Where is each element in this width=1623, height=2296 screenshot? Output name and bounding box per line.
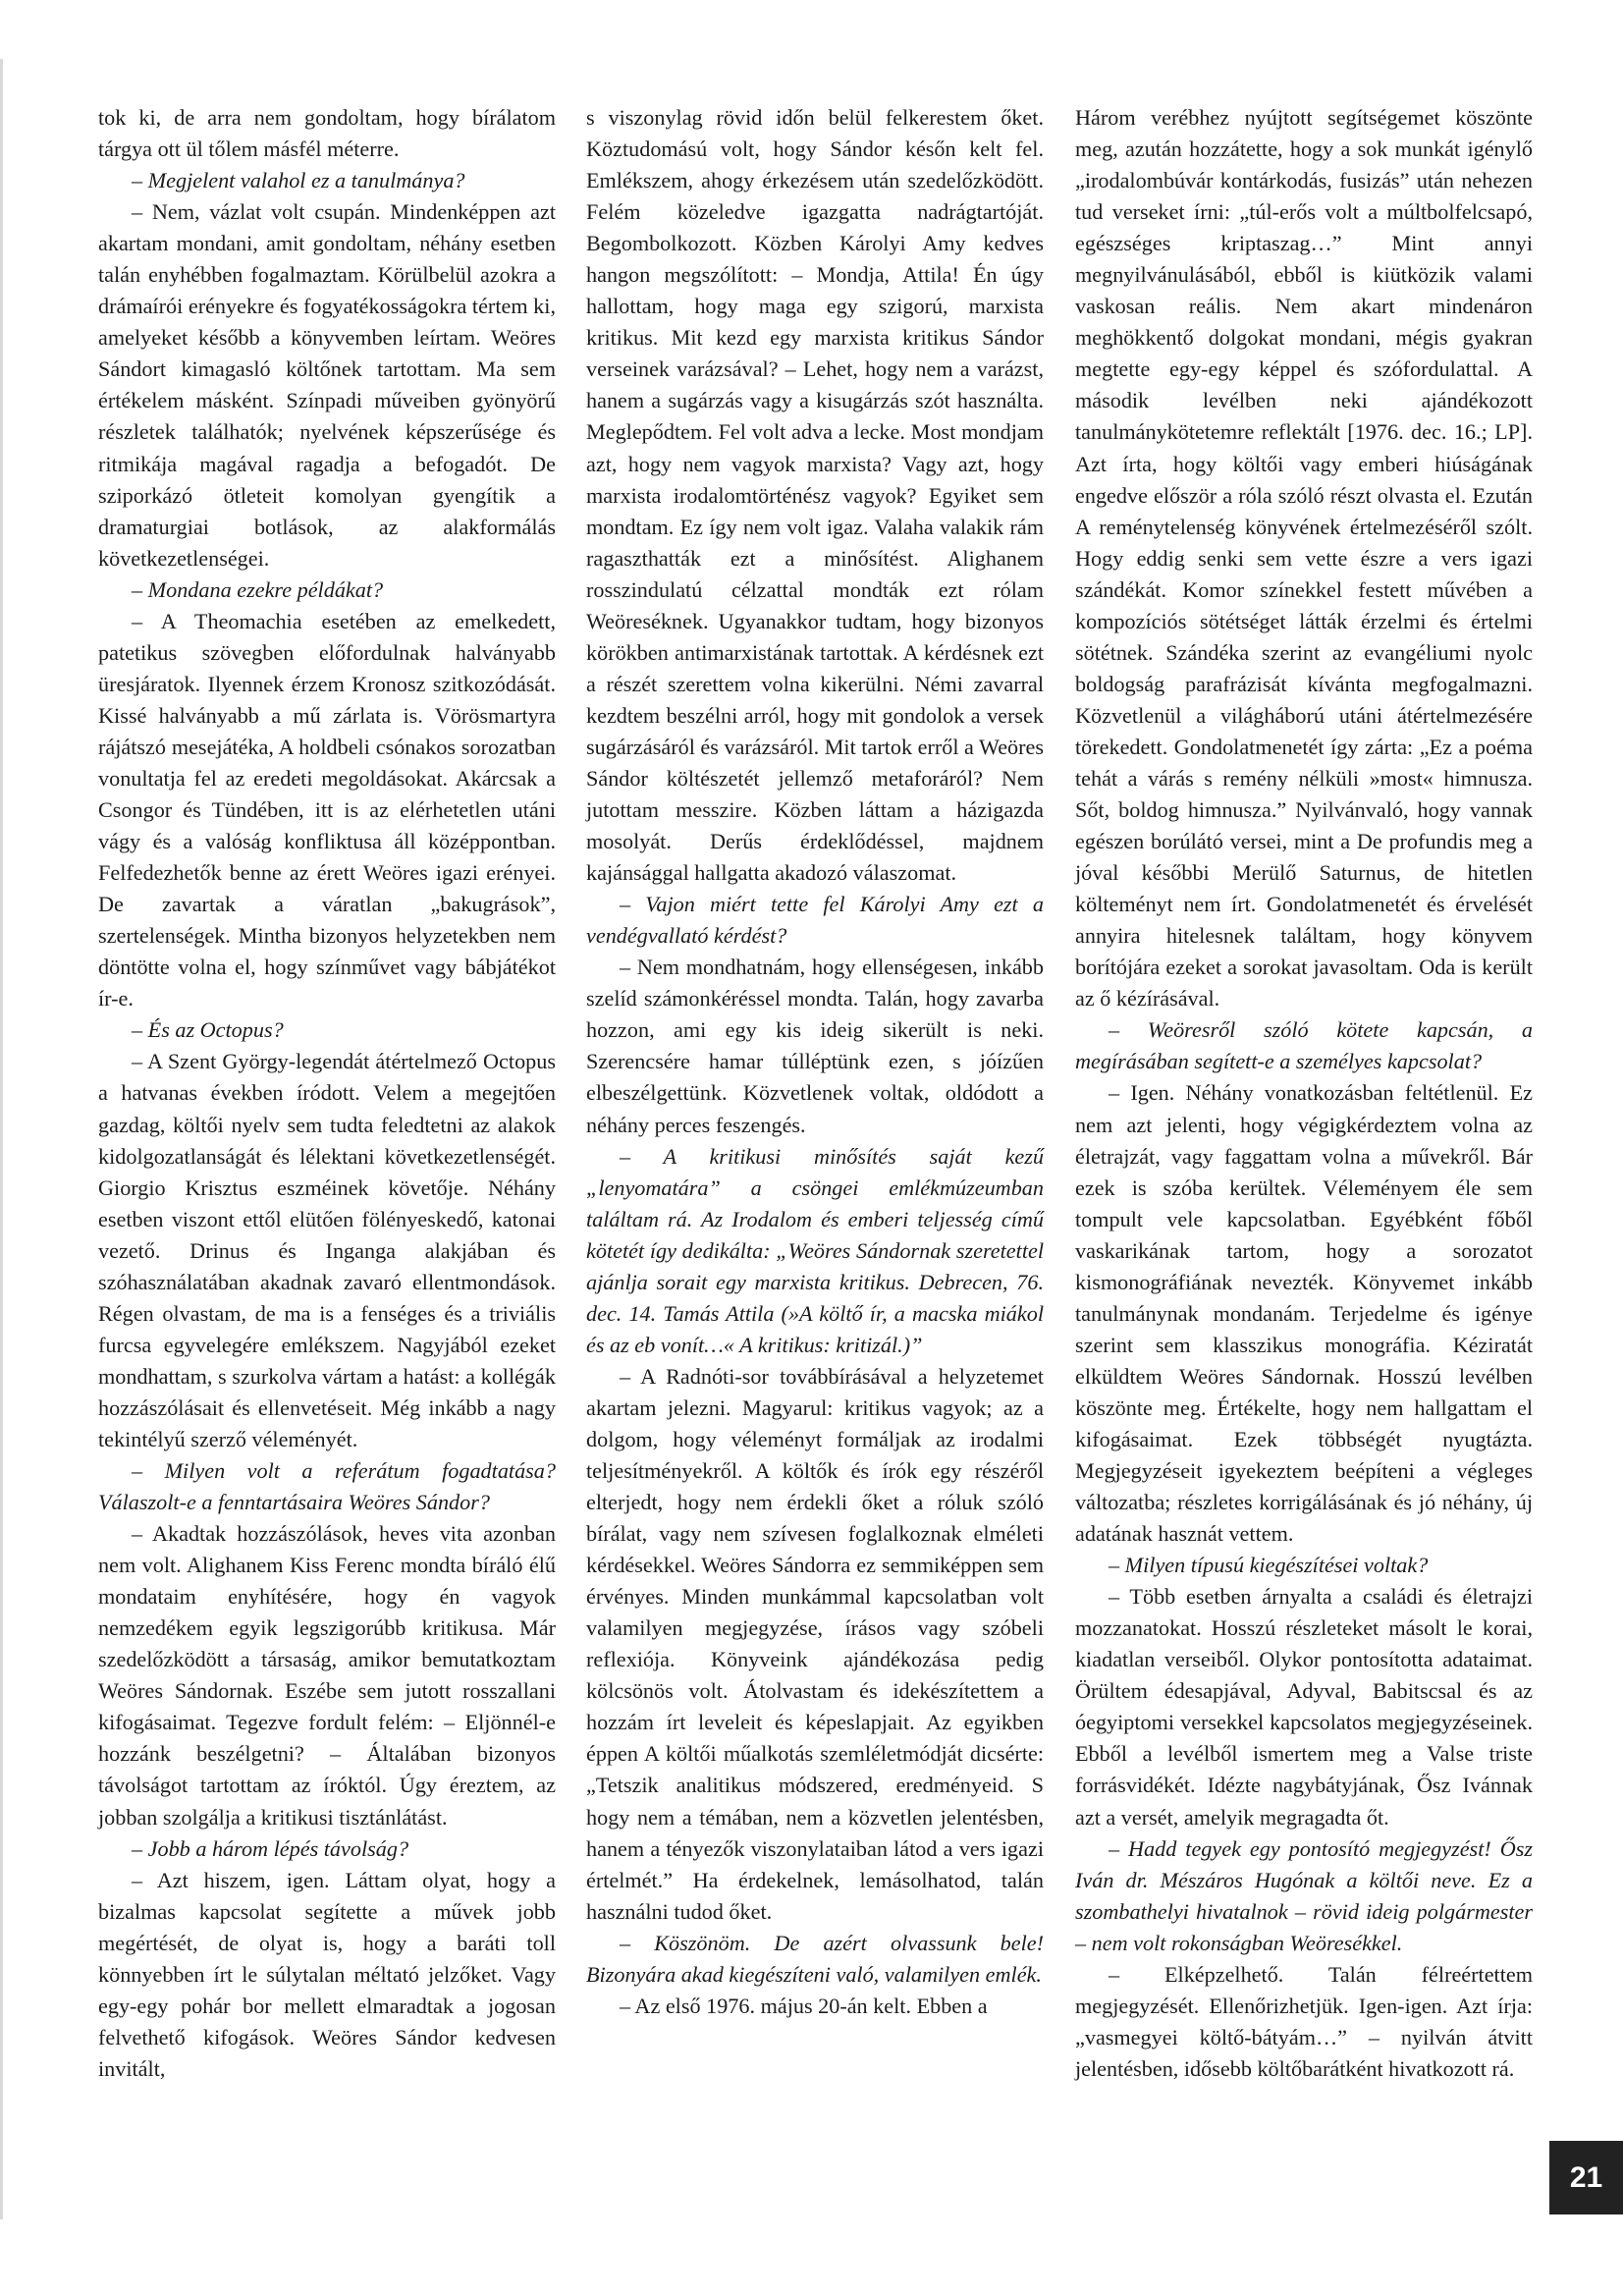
interview-question: – Hadd tegyek egy pontosító megjegyzést! Ősz Iván dr. Mészáros Hugónak a költői neve. Ez a szombathelyi hivatalnok – rövid ideig polgármester – nem volt rokonságban Weöresékkel. <box>1075 1835 1533 1955</box>
interview-question: – És az Octopus? <box>132 1017 284 1043</box>
interview-question: – Milyen típusú kiegészítései voltak? <box>1109 1553 1429 1578</box>
interview-question: – Jobb a három lépés távolság? <box>132 1835 409 1861</box>
paragraph: – Nem mondhatnám, hogy ellenségesen, inkább szelíd számonkéréssel mondta. Talán, hogy zavarba hozzon, ami egy kis ideig sikerült is neki. Szerencsére hamar túlléptünk ezen, s jóízűen elbeszélgettünk. Közvetlenek voltak, oldódott a néhány perces feszengés. <box>586 955 1044 1137</box>
paragraph: – Az első 1976. május 20-án kelt. Ebben a <box>620 1993 988 2018</box>
interview-question: – Milyen volt a referátum fogadtatása? Válaszolt-e a fenntartásaira Weöres Sándor? <box>98 1458 556 1515</box>
paragraph: – A Theomachia esetében az emelkedett, patetikus szövegben előfordulnak halványabb üresjáratok. Ilyennek érzem Kronosz szitkozódását. Kissé halványabb a mű zárlata is. Vörösmartyra rájátszó mesejátéka, A holdbeli csónakos sorozatban vonultatja fel az eredeti megoldásokat. Akárcsak a Csongor és Tündében, itt is az elérhetetlen utáni vágy és a valóság konfliktusa áll középpontban. Felfedezhetők benne az érett Weöres igazi erényei. De zavartak a váratlan „bakugrások”, szertelenségek. Mintha bizonyos helyzetekben nem döntötte volna el, hogy színművet vagy bábjátékot ír-e. <box>98 608 556 1011</box>
interview-question: – Weöresről szóló kötete kapcsán, a megírásában segített-e a személyes kapcsolat? <box>1075 1017 1533 1074</box>
text-column-1 <box>98 102 556 2085</box>
page-edge <box>0 59 3 2219</box>
interview-question: – Vajon miért tette fel Károlyi Amy ezt a vendégvallató kérdést? <box>586 892 1044 949</box>
interview-question: – Megjelent valahol ez a tanulmánya? <box>132 168 465 193</box>
paragraph: Három verébhez nyújtott segítségemet köszönte meg, azután hozzátette, hogy a sok munkát igénylő „irodalombúvár kontárkodás, fusizás” után nehezen tud verseket írni: „túl-erős volt a múltbolfelcsapó, egészséges kriptaszag…” Mint annyi megnyilvánulásából, ebből is kiütközik valami vaskosan reális. Nem akart mindenáron meghökkentő dolgokat mondani, mégis gyakran megtette egy-egy képpel és szófordulattal. A második levélben neki ajándékozott tanulmánykötetemre reflektált [1976. dec. 16.; LP]. Azt írta, hogy költői vagy emberi hiúságának engedve először a róla szóló részt olvasta el. Ezután A reménytelenség könyvének értelmezéséről szólt. Hogy eddig senki sem vette észre a vers igazi szándékát. Komor színekkel festett művében a kompozíciós sötétséget látták érzelmi és értelmi sötétnek. Szándéka szerint az evangéliumi nyolc boldogság parafrázisát kívánta megfogalmazni. Közvetlenül a világháború utáni átértelmezésére törekedett. Gondolatmenetét így zárta: „Ez a poéma tehát a várás s remény nélküli »most« himnusza. Sőt, boldog himnusza.” Nyilvánvaló, hogy vannak egészen borúlátó versei, mint a De profundis meg a jóval későbbi Merülő Saturnus, de hitetlen költeményt nem írt. Gondolatmenetét és érvelését annyira hitelesnek találtam, hogy könyvem borítójára ezeket a sorokat javasoltam. Oda is került az ő kézírásával. <box>1075 105 1533 1011</box>
paragraph: – A Szent György-legendát átértelmező Octopus a hatvanas években íródott. Velem a megejtően gazdag, költői nyelv sem tudta feledtetni az alakok kidolgozatlanságát és lélektani következetlenségét. Giorgio Krisztus eszméinek követője. Néhány esetben viszont ettől elütően fölényeskedő, katonai vezető. Drinus és Inganga alakjában és szóhasználatában akadnak zavaró ellentmondások. Régen olvastam, de ma is a fenséges és a triviális furcsa egyvelegére emlékszem. Nagyjából ezeket mondhattam, s szurkolva vártam a hatást: a kollégák hozzászólásait és ellenvetéseit. Még inkább a nagy tekintélyű szerző véleményét. <box>98 1049 556 1451</box>
text-column-3 <box>1075 102 1533 2085</box>
paragraph: – Akadtak hozzászólások, heves vita azonban nem volt. Alighanem Kiss Ferenc mondta bíráló élű mondataim enyhítésére, hogy én vagyok nemzedékem egyik legszigorúbb kritikusa. Már szedelőzködött a társaság, amikor bemutatkoztam Weöres Sándornak. Eszébe sem jutott rosszallani kifogásaimat. Tegezve fordult felém: – Eljönnél-e hozzánk beszélgetni? – Általában bizonyos távolságot tartottam az íróktól. Úgy éreztem, az jobban szolgálja a kritikusi tisztánlátást. <box>98 1521 556 1830</box>
paragraph: – Nem, vázlat volt csupán. Mindenképpen azt akartam mondani, amit gondoltam, néhány esetben talán enyhébben fogalmaztam. Körülbelül azokra a drámaírói erényekre és fogyatékosságokra tértem ki, amelyeket később a könyvemben leírtam. Weöres Sándort kimagasló költőnek tartottam. Ma sem értékelem másként. Színpadi műveiben gyönyörű részletek találhatók; nyelvének képszerűsége és ritmikája magával ragadja a befogadót. De sziporkázó ötleteit komolyan gyengítik a dramaturgiai botlások, az alakformálás következetlenségei. <box>98 199 556 571</box>
interview-question: – A kritikusi minősítés saját kezű „lenyomatára” a csöngei emlékmúzeumban találtam rá. Az Irodalom és emberi teljesség című kötetét így dedikálta: „Weöres Sándornak szeretettel ajánlja sorait egy marxista kritikus. Debrecen, 76. dec. 14. Tamás Attila (»A költő ír, a macska miákol és az eb vonít…« A kritikus: kritizál.)” <box>586 1143 1044 1357</box>
page-number: 21 <box>1549 2141 1623 2214</box>
paragraph: s viszonylag rövid időn belül felkerestem őket. Köztudomású volt, hogy Sándor későn kelt fel. Emlékszem, ahogy érkezésem után szedelőzködött. Felém közeledve igazgatta nadrágtartóját. Begombolkozott. Közben Károlyi Amy kedves hangon megszólított: – Mondja, Attila! Én úgy hallottam, hogy maga egy szigorú, marxista kritikus. Mit kezd egy marxista kritikus Sándor verseinek varázsával? – Lehet, hogy nem a varázst, hanem a sugárzás vagy a kisugárzás szót használta. Meglepődtem. Fel volt adva a lecke. Most mondjam azt, hogy nem vagyok marxista? Vagy azt, hogy marxista irodalomtörténész vagyok? Egyiket sem mondtam. Ez így nem volt igaz. Valaha valakik rám ragaszthatták ezt a minősítést. Alighanem rosszindulatú célzattal mondták ezt rólam Weöreséknek. Ugyanakkor tudtam, hogy bizonyos körökben antimarxistának tartottak. A kérdésnek ezt a részét szerettem volna kikerülni. Némi zavarral kezdtem beszélni arról, hogy mit gondolok a versek sugárzásáról és varázsáról. Mit tartok erről a Weöres Sándor költészetét jellemző metaforáról? Nem jutottam messzire. Közben láttam a házigazda mosolyát. Derűs érdeklődéssel, majdnem kajánsággal hallgatta akadozó válaszomat. <box>586 105 1045 886</box>
interview-question: – Köszönöm. De azért olvassunk bele! Bizonyára akad kiegészíteni való, valamilyen emlék. <box>586 1930 1044 1987</box>
paragraph: – Igen. Néhány vonatkozásban feltétlenül. Ez nem azt jelenti, hogy végigkérdeztem volna az életrajzát, vagy faggattam volna a művekről. Bár ezek is szóba kerültek. Véleményem éle sem tompult vele kapcsolatban. Egyébként főből vaskarikának tartom, hogy a sorozatot kismonográfiának nevezték. Könyvemet inkább tanulmánynak mondanám. Terjedelme és igénye szerint sem klasszikus monográfia. Kéziratát elküldtem Weöres Sándornak. Hosszú levélben köszönte meg. Értékelte, hogy nem hallgattam el kifogásaimat. Ezek többségét nyugtázta. Megjegyzéseit igyekeztem beépíteni a végleges változatba; részletes korrigálásának és jó néhány, új adatának hasznát vettem. <box>1075 1080 1533 1547</box>
paragraph: – Több esetben árnyalta a családi és életrajzi mozzanatokat. Hosszú részleteket másolt le korai, kiadatlan verseiből. Olykor pontosította adataimat. Örültem édesapjával, Adyval, Babitscsal és az óegyiptomi versekkel kapcsolatos megjegyzéseinek. Ebből a levélből ismertem meg a Valse triste forrásvidékét. Idézte nagybátyjának, Ősz Ivánnak azt a versét, amelyik megragadta őt. <box>1075 1584 1533 1830</box>
interview-question: – Mondana ezekre példákat? <box>132 576 384 602</box>
paragraph: – Azt hiszem, igen. Láttam olyat, hogy a bizalmas kapcsolat segítette a művek jobb megértését, de olyat is, hogy a baráti toll könnyebben írt le súlytalan méltató jelzőket. Vagy egy-egy pohár bor mellett elmaradtak a jogosan felvethető kifogások. Weöres Sándor kedvesen invitált, <box>98 1867 556 2081</box>
paragraph: tok ki, de arra nem gondoltam, hogy bírálatom tárgya ott ül tőlem másfél méterre. <box>98 105 556 162</box>
paragraph: – A Radnóti-sor továbbírásával a helyzetemet akartam jelezni. Magyarul: kritikus vagyok; az a dolgom, hogy véleményt formáljak az irodalmi teljesítményekről. A költők és írók egy részéről elterjedt, hogy nem érdekli őket a róluk szóló bírálat, vagy nem szívesen foglalkoznak elméleti kérdésekkel. Weöres Sándorra ez semmiképpen sem érvényes. Minden munkámmal kapcsolatban volt valamilyen megjegyzése, írásos vagy szóbeli reflexiója. Könyveink ajándékozása pedig kölcsönös volt. Átolvastam és idekészítettem a hozzám írt leveleit és képeslapjait. Az egyikben éppen A költői műalkotás szemléletmódját dicsérte: „Tetszik analitikus módszered, eredményeid. S hogy nem a témában, nem a közvetlen jelentésben, hanem a tényezők viszonylataiban látod a vers igazi értelmét.” Ha érdekelnek, lemásolhatod, talán használni tudod őket. <box>586 1363 1044 1924</box>
paragraph: – Elképzelhető. Talán félreértettem megjegyzését. Ellenőrizhetjük. Igen-igen. Azt írja: „vasmegyei költő-bátyám…” – nyilván átvitt jelentésben, idősebb költőbarátként hivatkozott rá. <box>1075 1961 1533 2081</box>
text-column-2 <box>586 102 1044 2022</box>
